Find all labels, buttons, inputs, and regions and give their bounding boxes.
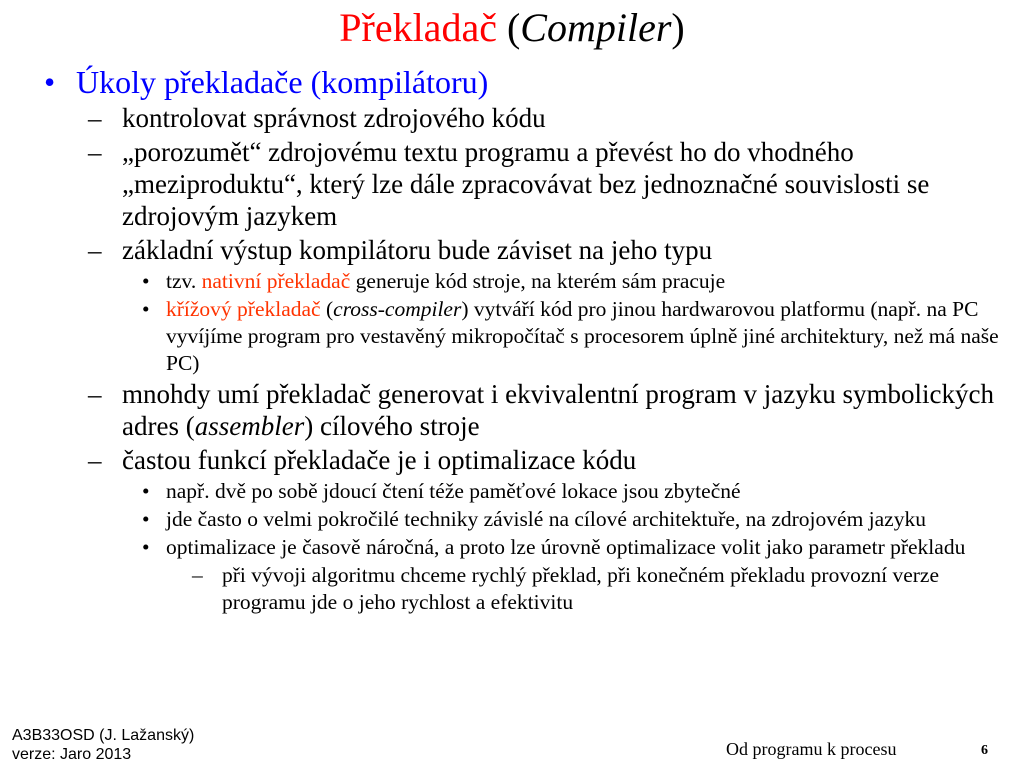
item-text-prefix: mnohdy umí překladač generovat i ekvivalentní program v jazyku symbolických adres ( bbox=[122, 379, 995, 441]
level2-item bbox=[88, 444, 1016, 476]
footer-course-info bbox=[12, 726, 194, 764]
dash-icon: – bbox=[88, 379, 102, 409]
footer-course: A3B33OSD (J. Lažanský) bbox=[12, 727, 195, 744]
level2-item bbox=[88, 234, 1016, 266]
native-compiler-term: nativní překladač bbox=[201, 269, 351, 293]
item-text-suffix: ) vytváří kód pro jinou hardwarovou platformu (např. na PC vyvíjíme program pro vestavěný mikropočítač s procesorem úplně jiné architektury, než má naše PC) bbox=[166, 297, 999, 375]
heading-text: Úkoly překladače (kompilátoru) bbox=[76, 64, 489, 100]
item-text-prefix: tzv. bbox=[166, 269, 202, 293]
level2-item bbox=[88, 378, 1016, 442]
item-text: základní výstup kompilátoru bude záviset na jeho typu bbox=[122, 235, 713, 265]
footer-version: verze: Jaro 2013 bbox=[12, 746, 132, 763]
level3-item bbox=[136, 478, 1016, 505]
dash-icon: – bbox=[88, 445, 102, 475]
item-text-suffix: ) cílového stroje bbox=[304, 411, 480, 441]
slide-body bbox=[44, 64, 1016, 616]
assembler-italic: assembler bbox=[194, 411, 305, 441]
level3-item bbox=[136, 268, 1016, 295]
item-text: např. dvě po sobě jdoucí čtení téže paměťové lokace jsou zbytečné bbox=[166, 479, 741, 503]
bullet-icon: • bbox=[44, 64, 56, 100]
bullet-icon: • bbox=[142, 297, 150, 321]
dash-icon: – bbox=[88, 103, 102, 133]
title-subtitle: Compiler bbox=[520, 5, 672, 50]
level1-item bbox=[44, 64, 1016, 100]
item-text: při vývoji algoritmu chceme rychlý překlad, při konečném překladu provozní verze programu jde o jeho rychlost a efektivitu bbox=[222, 563, 940, 614]
page-number: 6 bbox=[981, 743, 988, 758]
bullet-icon: • bbox=[142, 535, 150, 559]
level3-item bbox=[136, 506, 1016, 533]
bullet-icon: • bbox=[142, 269, 150, 293]
footer-topic: Od programu k procesu bbox=[726, 739, 897, 759]
cross-compiler-italic: cross-compiler bbox=[333, 297, 462, 321]
cross-compiler-term: křížový překladač bbox=[166, 297, 321, 321]
bullet-icon: • bbox=[142, 479, 150, 503]
level3-item bbox=[136, 296, 1016, 377]
dash-icon: – bbox=[192, 563, 203, 587]
item-text: „porozumět“ zdrojovému textu programu a převést ho do vhodného „meziproduktu“, který lze dále zpracovávat bez jednoznačné souvislosti se zdrojovým jazykem bbox=[122, 137, 930, 231]
level3-item bbox=[136, 534, 1016, 561]
level2-item bbox=[88, 136, 1016, 232]
level2-item bbox=[88, 102, 1016, 134]
level4-item bbox=[192, 562, 1016, 616]
dash-icon: – bbox=[88, 235, 102, 265]
item-text: častou funkcí překladače je i optimalizace kódu bbox=[122, 445, 637, 475]
slide-title bbox=[0, 6, 1024, 50]
item-text-prefix: ( bbox=[320, 297, 334, 321]
dash-icon: – bbox=[88, 137, 102, 167]
item-text: optimalizace je časově náročná, a proto lze úrovně optimalizace volit jako parametr překladu bbox=[166, 535, 966, 559]
title-main: Překladač bbox=[339, 5, 497, 50]
item-text-suffix: generuje kód stroje, na kterém sám pracuje bbox=[350, 269, 726, 293]
title-open-paren: ( bbox=[496, 5, 521, 50]
title-close-paren: ) bbox=[671, 5, 685, 50]
bullet-icon: • bbox=[142, 507, 150, 531]
item-text: jde často o velmi pokročilé techniky závislé na cílové architektuře, na zdrojovém jazyku bbox=[166, 507, 926, 531]
item-text: kontrolovat správnost zdrojového kódu bbox=[122, 103, 546, 133]
